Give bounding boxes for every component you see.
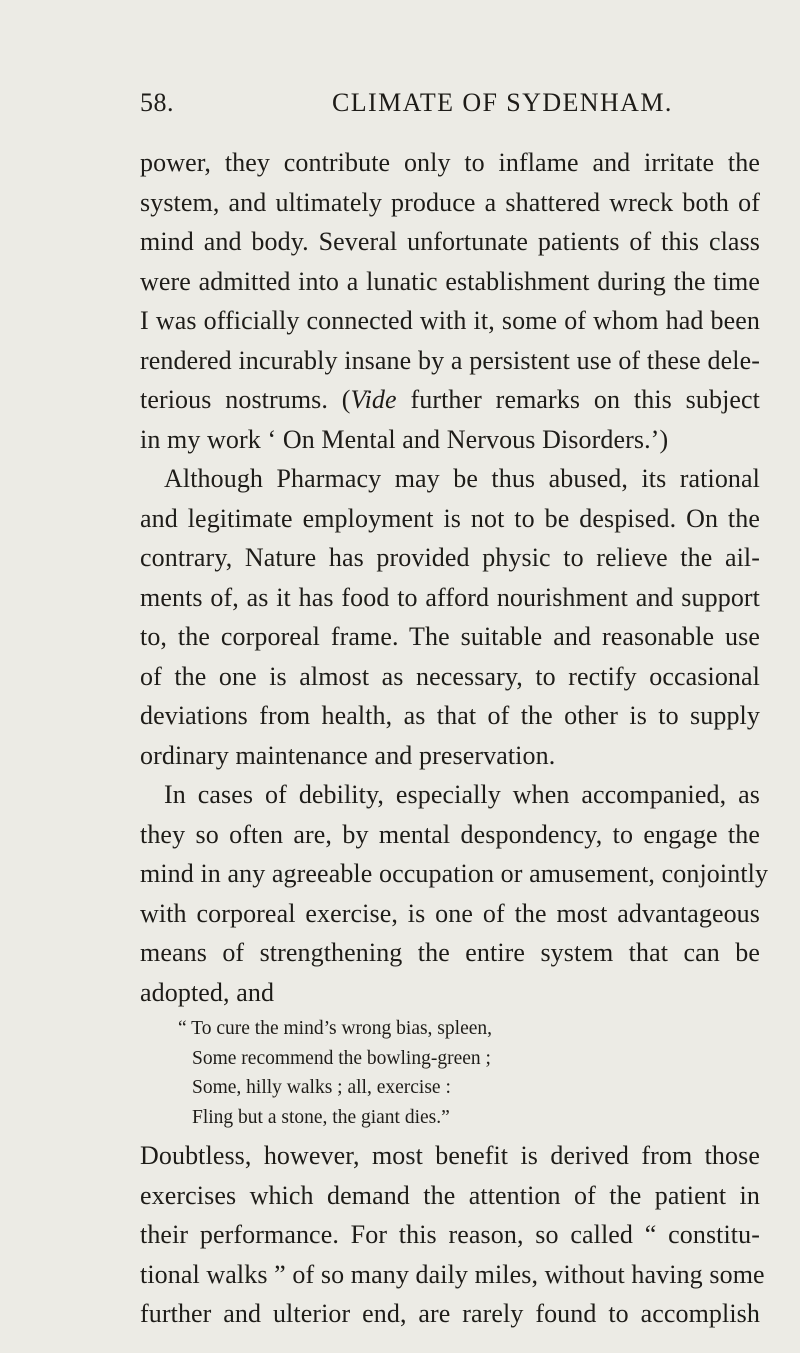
- verse-line: Some, hilly walks ; all, exercise :: [192, 1077, 451, 1098]
- text-line: they so often are, by mental despondency, to engage the: [140, 819, 760, 849]
- paragraph: [140, 459, 760, 775]
- running-head-title: CLIMATE OF SYDENHAM.: [332, 88, 673, 117]
- text-line: mind in any agreeable occupation or amusement, conjointly: [140, 859, 769, 888]
- text-line: to, the corporeal frame. The suitable and reasonable use: [140, 622, 760, 651]
- text-line: rendered incurably insane by a persistent use of these dele-: [140, 345, 760, 375]
- text-line: [140, 380, 760, 420]
- paragraph: [140, 143, 760, 459]
- text-line: means of strengthening the entire system that can be: [140, 938, 760, 967]
- text-line: tional walks ” of so many daily miles, without having some: [140, 1259, 765, 1289]
- page-number: 58.: [140, 88, 174, 117]
- text-fragment: further remarks on this subject: [396, 385, 760, 414]
- text-line: were admitted into a lunatic establishment during the time: [140, 266, 760, 296]
- text-line: deviations from health, as that of the other is to supply: [140, 701, 760, 730]
- text-line: in my work ‘ On Mental and Nervous Disorders.’): [140, 424, 669, 454]
- text-line: Doubtless, however, most benefit is derived from those: [140, 1141, 760, 1170]
- text-line: further and ulterior end, are rarely found to accomplish: [140, 1299, 760, 1328]
- text-line: contrary, Nature has provided physic to relieve the ail-: [140, 543, 760, 572]
- text-line: system, and ultimately produce a shattered wreck both of: [140, 187, 760, 217]
- verse-quotation: [140, 1014, 760, 1132]
- text-fragment: terious nostrums. (: [140, 385, 351, 414]
- text-line: power, they contribute only to inflame and irritate the: [140, 148, 760, 177]
- body-text: [140, 143, 769, 1334]
- verse-line: Some recommend the bowling-green ;: [192, 1047, 491, 1069]
- text-line: ordinary maintenance and preservation.: [140, 740, 556, 770]
- running-head: [140, 88, 760, 128]
- text-line: ments of, as it has food to afford nourishment and support: [140, 582, 760, 612]
- italic-word: Vide: [350, 385, 397, 414]
- text-line: and legitimate employment is not to be despised. On the: [140, 503, 760, 533]
- text-line: exercises which demand the attention of the patient in: [140, 1180, 760, 1210]
- text-line: their performance. For this reason, so called “ constitu-: [140, 1220, 760, 1249]
- verse-line: “ To cure the mind’s wrong bias, spleen,: [178, 1018, 492, 1039]
- text-line: of the one is almost as necessary, to rectify occasional: [140, 661, 760, 691]
- text-line: Although Pharmacy may be thus abused, its rational: [164, 464, 760, 493]
- paragraph: [140, 1136, 765, 1334]
- text-line: mind and body. Several unfortunate patients of this class: [140, 227, 760, 256]
- text-line: with corporeal exercise, is one of the most advantageous: [140, 898, 760, 928]
- paragraph: [140, 775, 769, 1012]
- text-line: adopted, and: [140, 977, 275, 1007]
- text-line: In cases of debility, especially when accompanied, as: [164, 780, 760, 809]
- text-line: I was officially connected with it, some of whom had been: [140, 306, 760, 335]
- verse-line: Fling but a stone, the giant dies.”: [192, 1106, 450, 1128]
